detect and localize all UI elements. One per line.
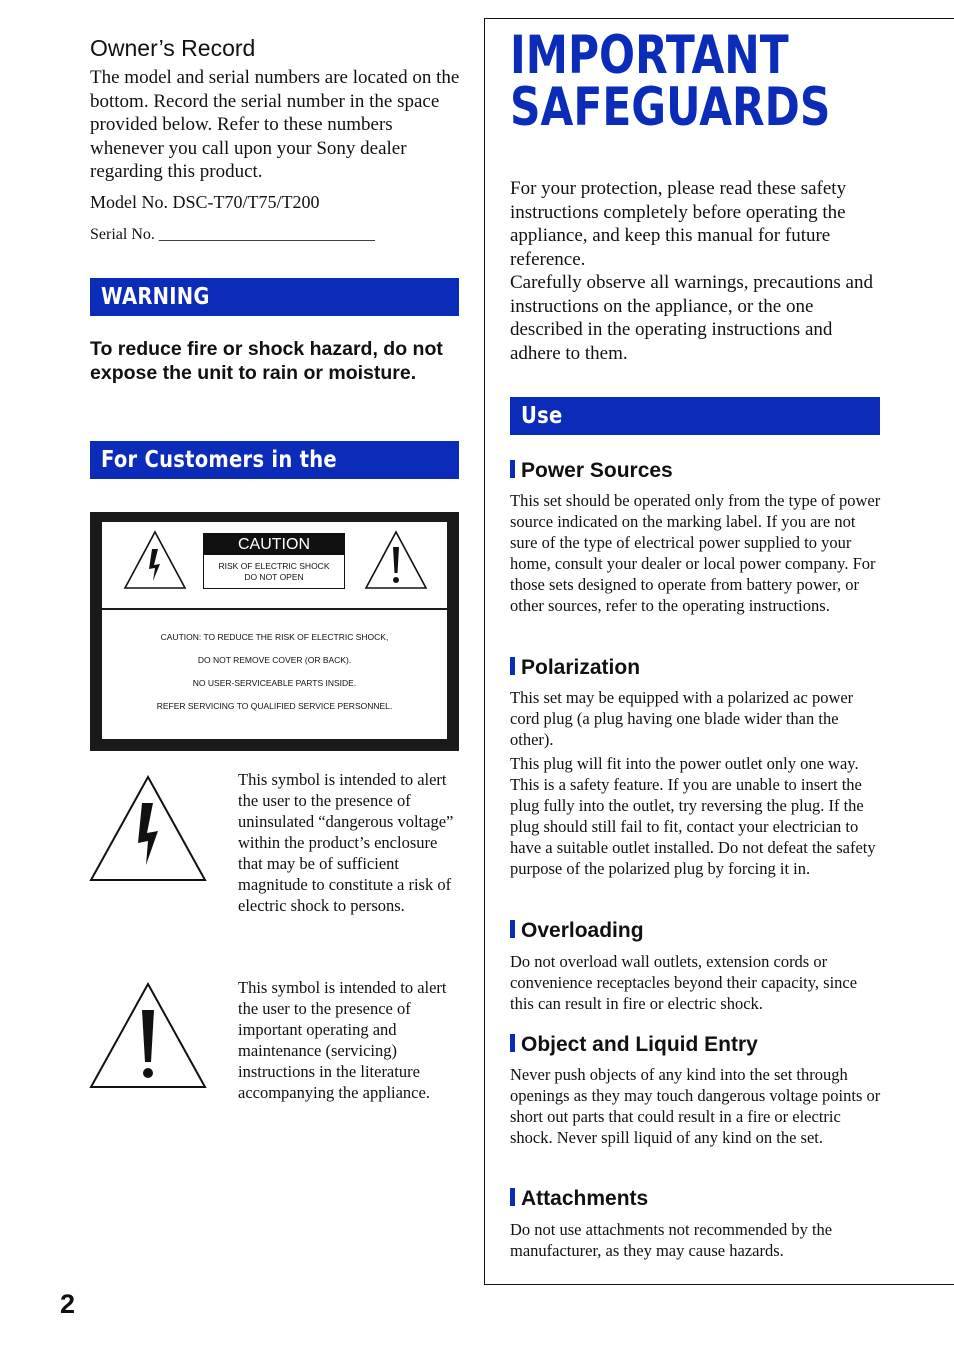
caution-sub-label bbox=[204, 561, 344, 582]
title-line-2: SAFEGUARDS bbox=[510, 77, 831, 138]
caution-sub-line-2: DO NOT OPEN bbox=[244, 571, 304, 582]
important-safeguards-title bbox=[510, 25, 930, 138]
section-heading-text: Polarization bbox=[521, 656, 641, 679]
use-heading-bar bbox=[510, 397, 880, 435]
caution-panel-bottom bbox=[102, 610, 447, 739]
caution-sub-line-1: RISK OF ELECTRIC SHOCK bbox=[218, 561, 330, 571]
section-heading-text: Attachments bbox=[521, 1187, 649, 1210]
section-marker bbox=[510, 657, 515, 675]
intro-paragraph-1: For your protection, please read these safety instructions completely before operating the appliance, and keep this manual for future reference. bbox=[510, 178, 847, 270]
intro-paragraph-2: Carefully observe all warnings, precautions and instructions on the appliance, or the one described in the operating instructions and adhere to them. bbox=[510, 272, 873, 364]
section-heading-object-liquid-entry bbox=[510, 1032, 758, 1058]
serial-number-line: Serial No. ___________________________ bbox=[90, 226, 375, 243]
section-marker bbox=[510, 1188, 515, 1206]
usa-heading-bar bbox=[90, 441, 459, 511]
section-paragraph: This set may be equipped with a polarized ac power cord plug (a plug having one blade wider than the other). bbox=[510, 688, 854, 749]
caution-line-4: REFER SERVICING TO QUALIFIED SERVICE PERSONNEL. bbox=[156, 701, 393, 711]
section-body-attachments bbox=[510, 1219, 882, 1261]
section-body-object-liquid-entry bbox=[510, 1064, 882, 1148]
safeguards-intro bbox=[510, 177, 882, 365]
warning-text: To reduce fire or shock hazard, do not expose the unit to rain or moisture. bbox=[90, 338, 443, 384]
section-heading-power-sources bbox=[510, 458, 673, 484]
section-body-power-sources bbox=[510, 490, 882, 616]
section-paragraph: Do not use attachments not recommended by the manufacturer, as they may cause hazards. bbox=[510, 1220, 833, 1260]
section-heading-polarization bbox=[510, 655, 640, 681]
section-paragraph: Never push objects of any kind into the set through openings as they may touch dangerous voltage points or short out parts that could result in a fire or electric shock. Never spill liquid of any kind on the set. bbox=[510, 1065, 881, 1147]
caution-label-box bbox=[203, 533, 345, 589]
caution-panel-top bbox=[102, 522, 447, 608]
section-heading-text: Overloading bbox=[521, 919, 644, 942]
owners-record-text: The model and serial numbers are located on the bottom. Record the serial number in the space provided below. Refer to these numbers whenever you call upon your Sony dealer regarding this product. bbox=[90, 67, 460, 182]
section-body-overloading bbox=[510, 951, 882, 1014]
caution-line-2: DO NOT REMOVE COVER (OR BACK). bbox=[197, 655, 352, 665]
section-paragraph: This set should be operated only from the type of power source indicated on the marking label. If you are not sure of the type of electrical power supplied to your home, consult your dealer or local power company. For those sets designed to operate from battery power, or other sources, refer to the operating instructions. bbox=[510, 491, 881, 615]
lightning-symbol-text: This symbol is intended to alert the user to the presence of uninsulated “dangerous voltage” within the product’s enclosure that may be of sufficient magnitude to constitute a risk of electric shock to persons. bbox=[238, 770, 454, 915]
owners-record-heading: Owner’s Record bbox=[90, 35, 256, 61]
caution-label: CAUTION bbox=[204, 534, 344, 555]
use-heading: Use bbox=[521, 403, 563, 429]
section-body-polarization bbox=[510, 687, 882, 879]
section-marker bbox=[510, 460, 515, 478]
caution-line-3: NO USER-SERVICEABLE PARTS INSIDE. bbox=[192, 678, 357, 688]
warning-heading: WARNING bbox=[101, 284, 210, 310]
title-line-1: IMPORTANT bbox=[510, 25, 789, 86]
exclamation-symbol-text: This symbol is intended to alert the user to the presence of important operating and maintenance (servicing) instructions in the literature accompanying the appliance. bbox=[238, 978, 447, 1102]
exclamation-triangle-icon bbox=[363, 529, 429, 591]
warning-heading-bar bbox=[90, 278, 459, 316]
caution-line-1: CAUTION: TO REDUCE THE RISK OF ELECTRIC SHOCK, bbox=[160, 632, 389, 642]
section-heading-text: Power Sources bbox=[521, 459, 673, 482]
section-marker bbox=[510, 920, 515, 938]
lightning-triangle-icon bbox=[122, 529, 188, 591]
lightning-triangle-icon bbox=[89, 775, 207, 882]
section-heading-attachments bbox=[510, 1186, 648, 1212]
section-paragraph: This plug will fit into the power outlet only one way. This is a safety feature. If you are unable to insert the plug fully into the outlet, try reversing the plug. If the plug should still fail to fit, contact your electrician to have a suitable outlet installed. Do not defeat the safety purpose of the polarized plug by forcing it in. bbox=[510, 754, 876, 878]
section-heading-overloading bbox=[510, 918, 644, 944]
section-heading-text: Object and Liquid Entry bbox=[521, 1033, 758, 1056]
model-number: Model No. DSC-T70/T75/T200 bbox=[90, 192, 320, 212]
section-marker bbox=[510, 1034, 515, 1052]
caution-panel bbox=[90, 512, 459, 751]
page-number: 2 bbox=[60, 1289, 76, 1319]
exclamation-triangle-icon bbox=[89, 982, 207, 1089]
section-paragraph: Do not overload wall outlets, extension cords or convenience receptacles beyond their capacity, since this can result in fire or electric shock. bbox=[510, 952, 858, 1013]
usa-heading: For Customers in the U.S.A. bbox=[101, 447, 337, 511]
